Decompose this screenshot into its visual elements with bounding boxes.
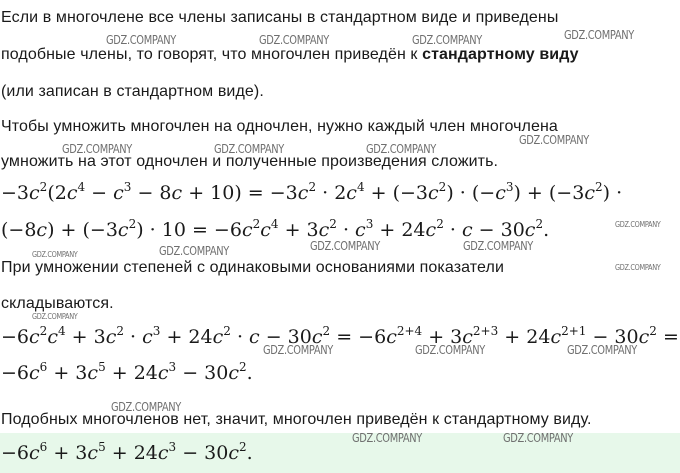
watermark: GDZ.COMPANY bbox=[310, 239, 380, 253]
equation-line1: $-3c^2(2c^4 - c^3 - 8c + 10) = -3c^2 \cdot 2c^4 + (-3c^2) \cdot (-c^3) + (-3c^2)$ · bbox=[1, 180, 623, 204]
watermark: GDZ.COMPANY bbox=[62, 142, 132, 156]
watermark: GDZ.COMPANY bbox=[111, 400, 181, 414]
paragraph-definition-line2 bbox=[1, 45, 579, 65]
equation-line3: $-6c^2c^4 + 3c^2 \cdot c^3 + 24c^2 \cdot c - 30c^2 = -6c^{2+4} + 3c^{2+3} + 24c^{2+1} - 30c^2$ = bbox=[1, 324, 679, 348]
watermark: GDZ.COMPANY bbox=[412, 33, 482, 47]
watermark: GDZ.COMPANY bbox=[32, 250, 78, 259]
definition-text: подобные члены, то говорят, что многочлен приведён к bbox=[1, 46, 423, 63]
watermark: GDZ.COMPANY bbox=[503, 431, 573, 445]
watermark: GDZ.COMPANY bbox=[366, 142, 436, 156]
rule-line2: умножить на этот одночлен и полученные произведения сложить. bbox=[1, 153, 499, 170]
watermark: GDZ.COMPANY bbox=[567, 343, 637, 357]
watermark: GDZ.COMPANY bbox=[159, 244, 229, 258]
paragraph-definition-line3: (или записан в стандартном виде). bbox=[1, 83, 264, 100]
definition-term: стандартному виду bbox=[422, 46, 579, 63]
watermark: GDZ.COMPANY bbox=[463, 239, 533, 253]
rule-powers-line2: складываются. bbox=[1, 295, 114, 312]
watermark: GDZ.COMPANY bbox=[564, 28, 634, 42]
equation-line4: $-6c^6 + 3c^5 + 24c^3 - 30c^2$. bbox=[1, 360, 253, 384]
watermark: GDZ.COMPANY bbox=[32, 312, 78, 321]
paragraph-definition-line1: Если в многочлене все члены записаны в стандартном виде и приведены bbox=[1, 9, 559, 26]
watermark: GDZ.COMPANY bbox=[519, 133, 589, 147]
rule-line1: Чтобы умножить многочлен на одночлен, нужно каждый член многочлена bbox=[1, 118, 558, 135]
rule-powers-line1: При умножении степеней с одинаковыми основаниями показатели bbox=[1, 259, 504, 276]
equation-line2: $(-8c) + (-3c^2) \cdot 10 = -6c^2c^4 + 3c^2 \cdot c^3 + 24c^2 \cdot c - 30c^2$. bbox=[1, 217, 550, 241]
watermark: GDZ.COMPANY bbox=[415, 343, 485, 357]
watermark: GDZ.COMPANY bbox=[106, 33, 176, 47]
watermark: GDZ.COMPANY bbox=[615, 263, 661, 272]
watermark: GDZ.COMPANY bbox=[615, 220, 661, 229]
watermark: GDZ.COMPANY bbox=[352, 431, 422, 445]
conclusion-text: Подобных многочленов нет, значит, многочлен приведён к стандартному виду. bbox=[1, 411, 592, 428]
watermark: GDZ.COMPANY bbox=[263, 343, 333, 357]
watermark: GDZ.COMPANY bbox=[259, 33, 329, 47]
answer-equation: $-6c^6 + 3c^5 + 24c^3 - 30c^2$. bbox=[1, 440, 253, 464]
watermark: GDZ.COMPANY bbox=[214, 142, 284, 156]
